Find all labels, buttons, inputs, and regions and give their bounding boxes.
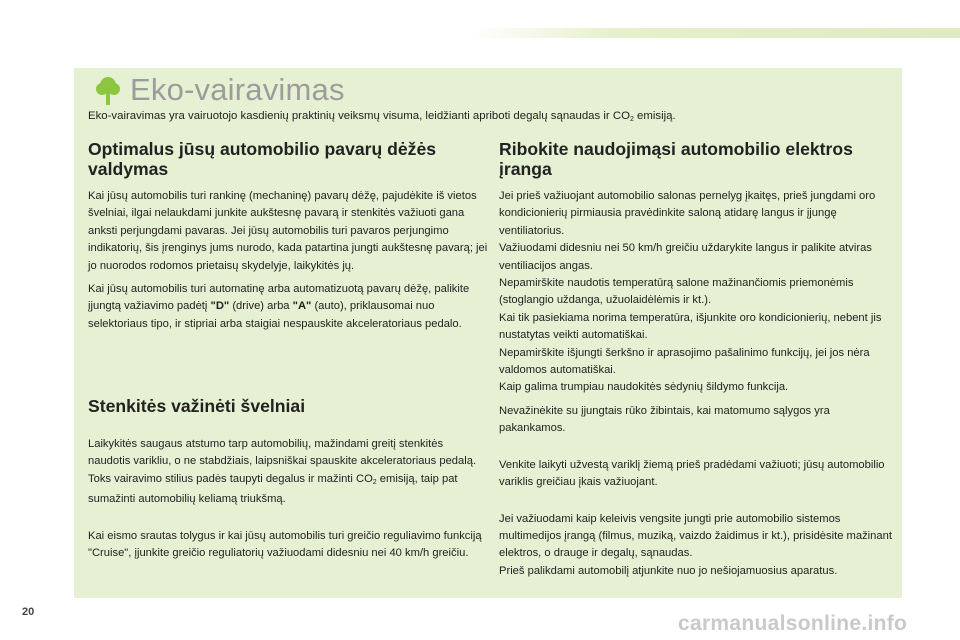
multimedia-text: Jei važiuodami kaip keleivis vengsite jungti prie automobilio sistemos multimedijos įrangą (filmus, muziką, vaizdo žaidimus ir kt.), prisidėsite mažinant elektros, o drauge ir degalų, sąnaudas. Prieš palikdami automobilį atjunkite nuo jo nešiojamuosius aparatus. (499, 512, 892, 577)
gearbox-manual-text: Kai jūsų automobilis turi rankinę (mechaninę) pavarų dėžę, pajudėkite iš vietos švelniai, ilgai nelaukdami junkite aukštesnę pavarą ir stenkitės važiuoti gana anksti perjungdami pavaras. Jei jūsų automobilis turi pavaros perjungimo indikatorių, šis įrenginys jums nurodo, kada patartina jungti aukštesnę pavarą; jei jo nuorodos rodomos prietaisų skydelyje, laikykitės jų. (88, 190, 488, 272)
watermark: carmanualsonline.info (678, 612, 908, 635)
gearbox-heading: Optimalus jūsų automobilio pavarų dėžės valdymas (88, 139, 437, 179)
page-number: 20 (22, 606, 35, 618)
fog-lights-text: Nevažinėkite su įjungtais rūko žibintais, kai matomumo sąlygos yra pakankamos. (499, 404, 830, 435)
engine-idle-text: Venkite laikyti užvestą variklį žiemą prieš pradėdami važiuoti; jūsų automobilio variklis greičiau įkais važiuojant. (499, 458, 885, 489)
cruise-text: Kai eismo srautas tolygus ir kai jūsų automobilis turi greičio reguliavimo funkciją "Cruise", įjunkite greičio reguliatorių važiuodami didesniu nei 40 km/h greičiu. (88, 529, 482, 560)
intro-text: Eko-vairavimas yra vairuotojo kasdienių praktinių veiksmų visuma, leidžianti apriboti degalų sąnaudas ir $CO_2$ emisiją. (88, 110, 676, 123)
smooth-driving-text: Laikykitės saugaus atstumo tarp automobilių, mažindami greitį stenkitės naudotis varikliu, o ne stabdžiais, laipsniškai spauskite akceleratoriaus pedalą. Toks vairavimo stilius padės taupyti degalus ir mažinti $CO_2$ emisiją, taip pat sumažinti automobilių keliamą triukšmą. (88, 438, 477, 506)
gearbox-auto-text: Kai jūsų automobilis turi automatinę arba automatizuotą pavarų dėžę, palikite įjungtą važiavimo padėtį "D" (drive) arba "A" (auto), priklausomai nuo selektoriaus tipo, ir stipriai arba staigiai nespauskite akceleratoriaus pedalo. (88, 283, 470, 330)
gearbox-section (88, 139, 488, 339)
top-accent-bar (470, 28, 960, 38)
page-title: Eko-vairavimas (130, 72, 345, 107)
smooth-driving-heading: Stenkitės važinėti švelniai (88, 396, 306, 416)
electrical-tips: Jei prieš važiuojant automobilio salonas pernelyg įkaitęs, prieš jungdami oro kondicionierių pirmiausia pravėdinkite saloną atidarę langus ir įjungę ventiliatorius. Važiuodami didesniu nei 50 km/h greičiu uždarykite langus ir palikite atviras ventiliacijos angas. Nepamirškite naudotis temperatūrą salone mažinančiomis priemonėmis (stoglangio uždanga, užuolaidėlėmis ir kt.). Kai tik pasiekiama norima temperatūra, išjunkite oro kondicionierių, nebent jis nustatytas veikti automatiškai. Nepamirškite išjungti šerkšno ir aprasojimo pašalinimo funkcijų, jei jos nėra valdomos automatiškai. Kaip galima trumpiau naudokitės sėdynių šildymo funkcija. (499, 190, 882, 394)
tree-icon (95, 76, 121, 106)
electrical-heading: Ribokite naudojimąsi automobilio elektros įranga (499, 139, 853, 179)
smooth-driving-section (88, 396, 488, 568)
electrical-section (499, 139, 899, 586)
